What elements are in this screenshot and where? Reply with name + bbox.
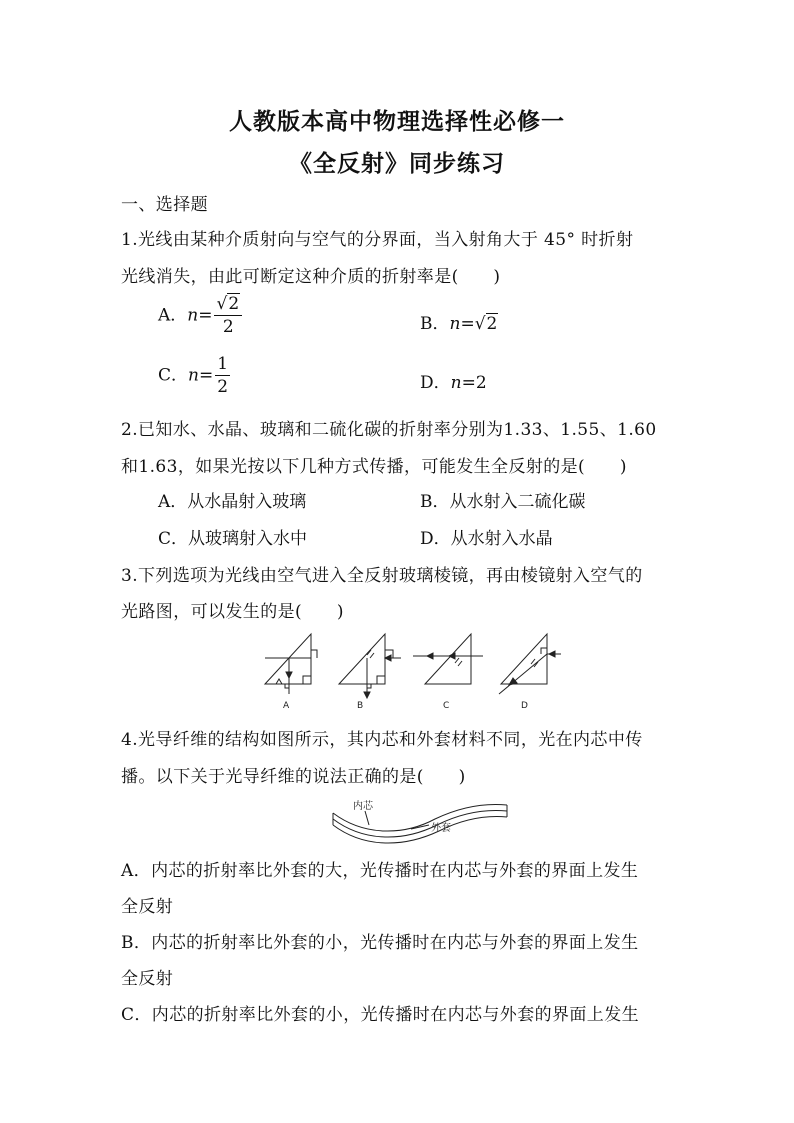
q4-stem-line1: 4.光导纤维的结构如图所示，其内芯和外套材料不同，光在内芯中传: [121, 730, 643, 750]
q3-label-c: C: [443, 701, 450, 711]
section-heading: 一、选择题: [121, 195, 208, 215]
q4-optical-fiber-figure: [325, 795, 513, 845]
q1-option-c-var: n: [188, 365, 199, 386]
q3-label-a: A: [283, 701, 290, 711]
q1-option-a: [158, 296, 242, 336]
q4-option-a-line1: A．内芯的折射率比外套的大，光传播时在内芯与外套的界面上发生: [121, 861, 639, 881]
q1-option-a-var: n: [187, 305, 199, 326]
prism-c: [413, 634, 483, 684]
q3-stem-line2: 光路图，可以发生的是( ): [121, 602, 344, 622]
q2-option-c: C．从玻璃射入水中: [158, 529, 308, 549]
q3-label-b: B: [357, 701, 364, 711]
q2-stem-line2: 和1.63，如果光按以下几种方式传播，可能发生全反射的是( ): [121, 457, 627, 477]
q1-option-c-numerator: 1: [217, 354, 229, 374]
prism-d: [499, 634, 561, 694]
q1-option-a-eq: =: [198, 305, 213, 326]
q2-option-b: B．从水射入二硫化碳: [420, 492, 586, 512]
document-subtitle: 《全反射》同步练习: [289, 151, 505, 177]
q1-option-a-denominator: 2: [222, 317, 234, 337]
q1-option-a-numerator: √2: [214, 296, 242, 316]
q1-option-b-label: B．: [420, 314, 450, 334]
q1-option-c-label: C．: [158, 365, 189, 386]
q1-option-c-fraction: [215, 356, 230, 396]
q4-option-b-line1: B．内芯的折射率比外套的小，光传播时在内芯与外套的界面上发生: [121, 933, 639, 953]
q1-option-d-eq: =2: [461, 373, 487, 393]
q1-stem-line2: 光线消失，由此可断定这种介质的折射率是( ): [121, 267, 501, 287]
q1-option-d: [420, 368, 487, 393]
prism-b: [339, 634, 401, 698]
q1-option-c: [158, 356, 230, 396]
q2-stem-line1: 2.已知水、水晶、玻璃和二硫化碳的折射率分别为1.33、1.55、1.60: [121, 420, 657, 440]
q3-prism-figure: [255, 628, 575, 712]
q1-option-d-label: D．: [420, 373, 451, 393]
q2-option-d: D．从水射入水晶: [420, 529, 553, 549]
q1-option-b-eq: =: [460, 314, 475, 334]
q4-label-core: 内芯: [353, 801, 373, 812]
q1-option-a-fraction: [214, 296, 242, 336]
q1-option-a-label: A．: [158, 305, 188, 326]
q4-option-c-line1: C．内芯的折射率比外套的小，光传播时在内芯与外套的界面上发生: [121, 1005, 640, 1025]
q1-stem-line1: 1.光线由某种介质射向与空气的分界面，当入射角大于 45° 时折射: [121, 230, 634, 250]
q3-stem-line1: 3.下列选项为光线由空气进入全反射玻璃棱镜，再由棱镜射入空气的: [121, 566, 643, 586]
q3-label-d: D: [521, 701, 528, 711]
q1-option-c-denominator: 2: [217, 377, 229, 397]
q1-option-b-var: n: [449, 314, 461, 334]
document-title: 人教版本高中物理选择性必修一: [229, 109, 565, 135]
q4-option-a-line2: 全反射: [121, 897, 174, 917]
q1-option-c-eq: =: [198, 365, 214, 386]
q4-label-cladding: 外套: [431, 823, 451, 834]
q1-option-b-sqrt: √2: [474, 314, 498, 334]
q2-option-a: A．从水晶射入玻璃: [158, 492, 307, 512]
prism-a: [265, 634, 317, 694]
q1-option-b: [420, 309, 498, 334]
q4-option-b-line2: 全反射: [121, 969, 174, 989]
q1-option-d-var: n: [450, 373, 462, 393]
q4-stem-line2: 播。以下关于光导纤维的说法正确的是( ): [121, 767, 466, 787]
